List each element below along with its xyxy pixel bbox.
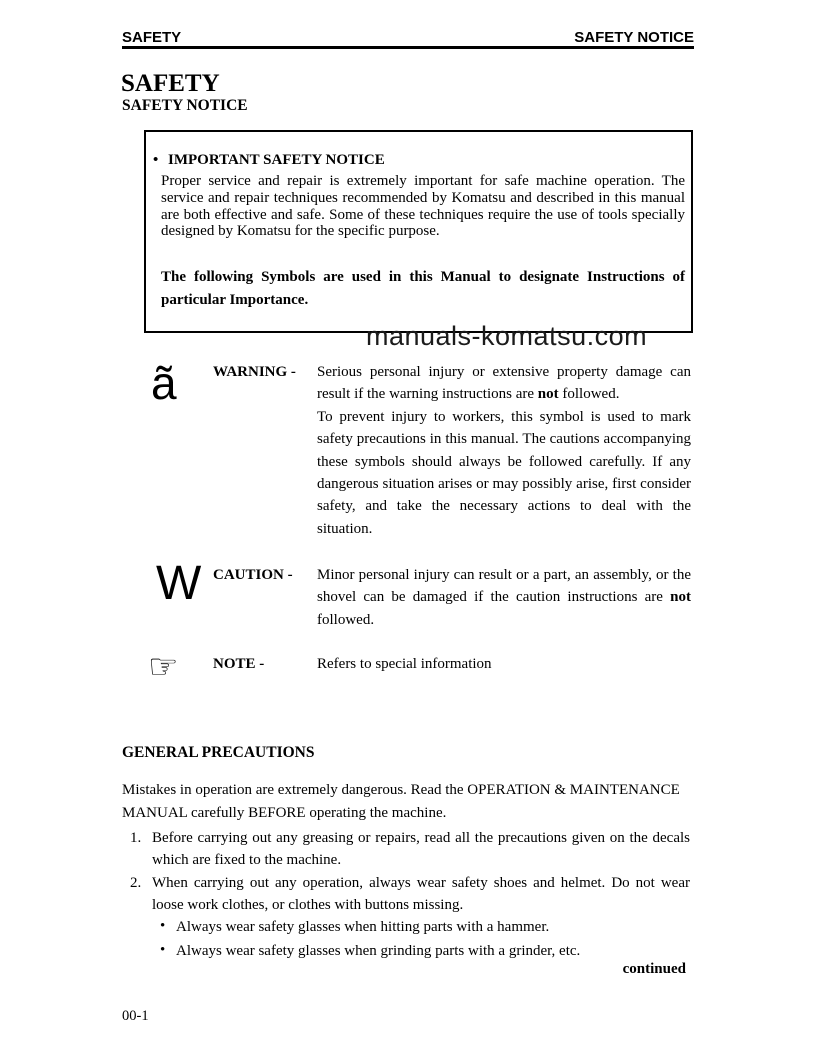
caution-p1-after: followed. <box>317 611 375 628</box>
notice-box-body: Proper service and repair is extremely important for safe machine operation. The service and repair techniques recommended by Komatsu and described in this manual are both effective and safe. Some of these techniques require the use of tools specially designed by Komatsu for the specific purpose. <box>161 173 685 240</box>
general-precautions-heading: GENERAL PRECAUTIONS <box>122 744 315 761</box>
continued-marker: continued <box>622 961 686 977</box>
caution-label: CAUTION - <box>213 567 293 583</box>
warning-label: WARNING - <box>213 364 296 380</box>
caution-text <box>317 564 691 631</box>
warning-paragraph-2: To prevent injury to workers, this symbol is used to mark safety precautions in this manual. The cautions accompanying these symbols should always be followed carefully. If any dangerous situation arises or may possibly arise, first consider safety, and take the necessary actions to deal with the situation. <box>317 408 691 537</box>
pointing-hand-icon: ☞ <box>148 648 179 686</box>
item-text: Before carrying out any greasing or repairs, read all the precautions given on the decals which are fixed to the machine. <box>152 830 690 868</box>
precaution-item-1 <box>130 827 690 871</box>
notice-box-heading-text: IMPORTANT SAFETY NOTICE <box>168 152 385 168</box>
note-label: NOTE - <box>213 656 265 672</box>
page-number: 00-1 <box>122 1008 149 1024</box>
sub-item-text: Always wear safety glasses when hitting parts with a hammer. <box>176 919 550 935</box>
precaution-sub-item-2 <box>160 940 690 962</box>
warning-symbol-icon: ã <box>151 357 177 409</box>
running-header-left: SAFETY <box>122 29 182 46</box>
notice-box-emphasis: The following Symbols are used in this Manual to designate Instructions of particular Importance. <box>161 269 685 309</box>
caution-p1-before: Minor personal injury can result or a part, an assembly, or the shovel can be damaged if the caution instructions are <box>317 567 691 606</box>
page-subtitle: SAFETY NOTICE <box>122 97 248 114</box>
warning-p1-before: Serious personal injury or extensive property damage can result if the warning instructions are <box>317 364 691 403</box>
caution-paragraph <box>317 564 691 631</box>
important-safety-notice-box <box>144 130 693 333</box>
watermark: manuals-komatsu.com <box>366 321 648 351</box>
precaution-sub-item-1 <box>160 916 690 938</box>
bullet-icon: • <box>160 942 166 958</box>
notice-box-heading <box>153 152 685 169</box>
bullet-icon: • <box>160 918 166 934</box>
general-precautions-intro: Mistakes in operation are extremely dangerous. Read the OPERATION & MAINTENANCE MANUAL carefully BEFORE operating the machine. <box>122 782 680 821</box>
sub-item-text: Always wear safety glasses when grinding parts with a grinder, etc. <box>176 943 581 959</box>
warning-p1-bold: not <box>537 386 559 403</box>
precaution-item-2 <box>130 872 690 916</box>
caution-symbol-icon: W <box>156 557 202 610</box>
warning-paragraph-1 <box>317 361 691 406</box>
page-title: SAFETY <box>121 70 220 97</box>
item-text: When carrying out any operation, always wear safety shoes and helmet. Do not wear loose work clothes, or clothes with buttons missing. <box>152 875 690 913</box>
warning-p1-after: followed. <box>558 386 620 403</box>
item-number: 2. <box>130 875 142 891</box>
warning-text <box>317 361 691 540</box>
running-header-right: SAFETY NOTICE <box>574 29 694 46</box>
header-rule <box>122 46 694 49</box>
note-text: Refers to special information <box>317 656 492 672</box>
item-number: 1. <box>130 830 142 846</box>
bullet-icon: • <box>153 152 159 168</box>
caution-p1-bold: not <box>670 589 691 606</box>
